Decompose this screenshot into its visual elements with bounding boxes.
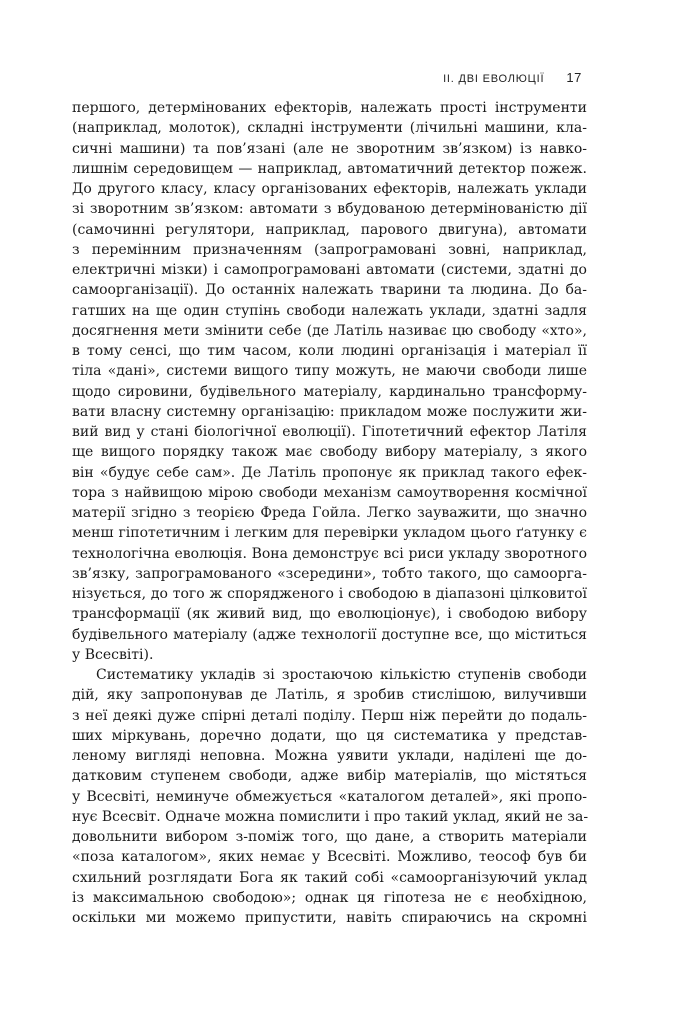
text-line: трансформації (як живий вид, що еволюціонує), і свободою вибору — [72, 606, 587, 623]
text-line: дій, яку запропонував де Латіль, я зробив стислішою, вилучивши — [72, 687, 587, 704]
text-line: До другого класу, класу організованих ефекторів, належать уклади — [72, 181, 587, 197]
text-line: тора з найвищою мірою свободи механізм самоутворення космічної — [72, 484, 587, 501]
paragraph — [72, 98, 587, 665]
text-line: першого, детермінованих ефекторів, належать прості інструменти — [72, 100, 587, 116]
text-line: з перемінним призначенням (запрограмовані зовні, наприклад, — [72, 241, 587, 258]
text-line: у Всесвіті, неминуче обмежується «каталогом деталей», які пропо- — [72, 788, 587, 805]
text-line: досягнення мети змінити себе (де Латіль називає цю свободу «хто», — [72, 322, 587, 339]
text-line: матерії згідно з теорією Фреда Гойла. Легко зауважити, що значно — [72, 505, 587, 521]
text-line: сичні машини) та пов’язані (але не зворотним зв’язком) із навко- — [72, 140, 587, 157]
text-line: леному вигляді неповна. Можна уявити уклади, наділені ще до- — [72, 748, 587, 764]
text-line: схильний розглядати Бога як такий собі «самоорганізуючий уклад — [72, 869, 587, 886]
text-line: електричні мізки) і самопрограмовані автомати (системи, здатні до — [72, 262, 587, 278]
text-line: технологічна еволюція. Вона демонструє всі риси укладу зворотного — [72, 545, 587, 562]
text-line: він «будує себе сам». Де Латіль пропонує як приклад такого ефек- — [72, 464, 587, 481]
text-line: із максимальною свободою»; однак ця гіпотеза не є необхідною, — [72, 889, 587, 906]
text-line: ших міркувань, доречно додати, що ця систематика у представ- — [72, 727, 587, 744]
text-line: лишнім середовищем — наприклад, автоматичний детектор пожеж. — [72, 160, 587, 177]
text-line: зі зворотним зв’язком: автомати з вбудованою детермінованістю дії — [72, 201, 587, 218]
text-line: нує Всесвіт. Одначе можна помислити і про такий уклад, який не за- — [72, 808, 589, 825]
text-line: оскільки ми можемо припустити, навіть спираючись на скромні — [72, 910, 587, 926]
text-line: (самочинні регулятори, наприклад, парового двигуна), автомати — [72, 221, 587, 238]
paragraph — [72, 665, 587, 928]
text-line: нізується, до того ж спорядженого і свободою в діапазоні цілковитої — [72, 586, 587, 602]
text-line: менш гіпотетичним і легким для перевірки укладом цього ґатунку є — [72, 525, 587, 542]
text-line: ще вищого порядку також має свободу вибору матеріалу, з якого — [72, 444, 587, 461]
text-line: зв’язку, запрограмованого «зсередини», тобто такого, що самоорга- — [72, 565, 587, 582]
text-line: щодо сировини, будівельного матеріалу, кардинально трансформу- — [72, 383, 587, 400]
body-text — [72, 98, 587, 928]
text-line: самоорганізації). До останніх належать тварини та людина. До ба- — [72, 282, 587, 299]
running-head — [443, 70, 582, 85]
text-line: гатших на ще один ступінь свободи належать уклади, здатні задля — [72, 302, 587, 319]
text-line: вий вид у стані біологічної еволюції). Гіпотетичний ефектор Латіля — [72, 424, 587, 440]
page-number: 17 — [566, 70, 582, 85]
text-line: (наприклад, молоток), складні інструменти (лічильні машини, кла- — [72, 120, 587, 137]
text-line: тіла «дані», системи вищого типу можуть, не маючи свободи лише — [72, 363, 587, 380]
text-line: з неї деякі дуже спірні деталі поділу. Перш ніж перейти до подаль- — [72, 707, 587, 724]
text-line: у Всесвіті). — [72, 646, 154, 663]
text-line: «поза каталогом», яких немає у Всесвіті. Можливо, теософ був би — [72, 849, 587, 866]
text-line: датковим ступенем свободи, адже вибір матеріалів, що містяться — [72, 768, 587, 785]
text-line: в тому сенсі, що тим часом, коли людині організація і матеріал її — [72, 343, 587, 359]
text-line: будівельного матеріалу (адже технології доступне все, що міститься — [72, 626, 587, 643]
running-head-section-title: II. ДВІ ЕВОЛЮЦІЇ — [443, 73, 545, 85]
text-line: Систематику укладів зі зростаючою кількістю ступенів свободи — [96, 667, 587, 683]
text-line: довольнити вибором з-поміж того, що дане, а створить матеріали — [72, 829, 587, 845]
text-line: вати власну системну організацію: прикладом може послужити жи- — [72, 403, 587, 420]
